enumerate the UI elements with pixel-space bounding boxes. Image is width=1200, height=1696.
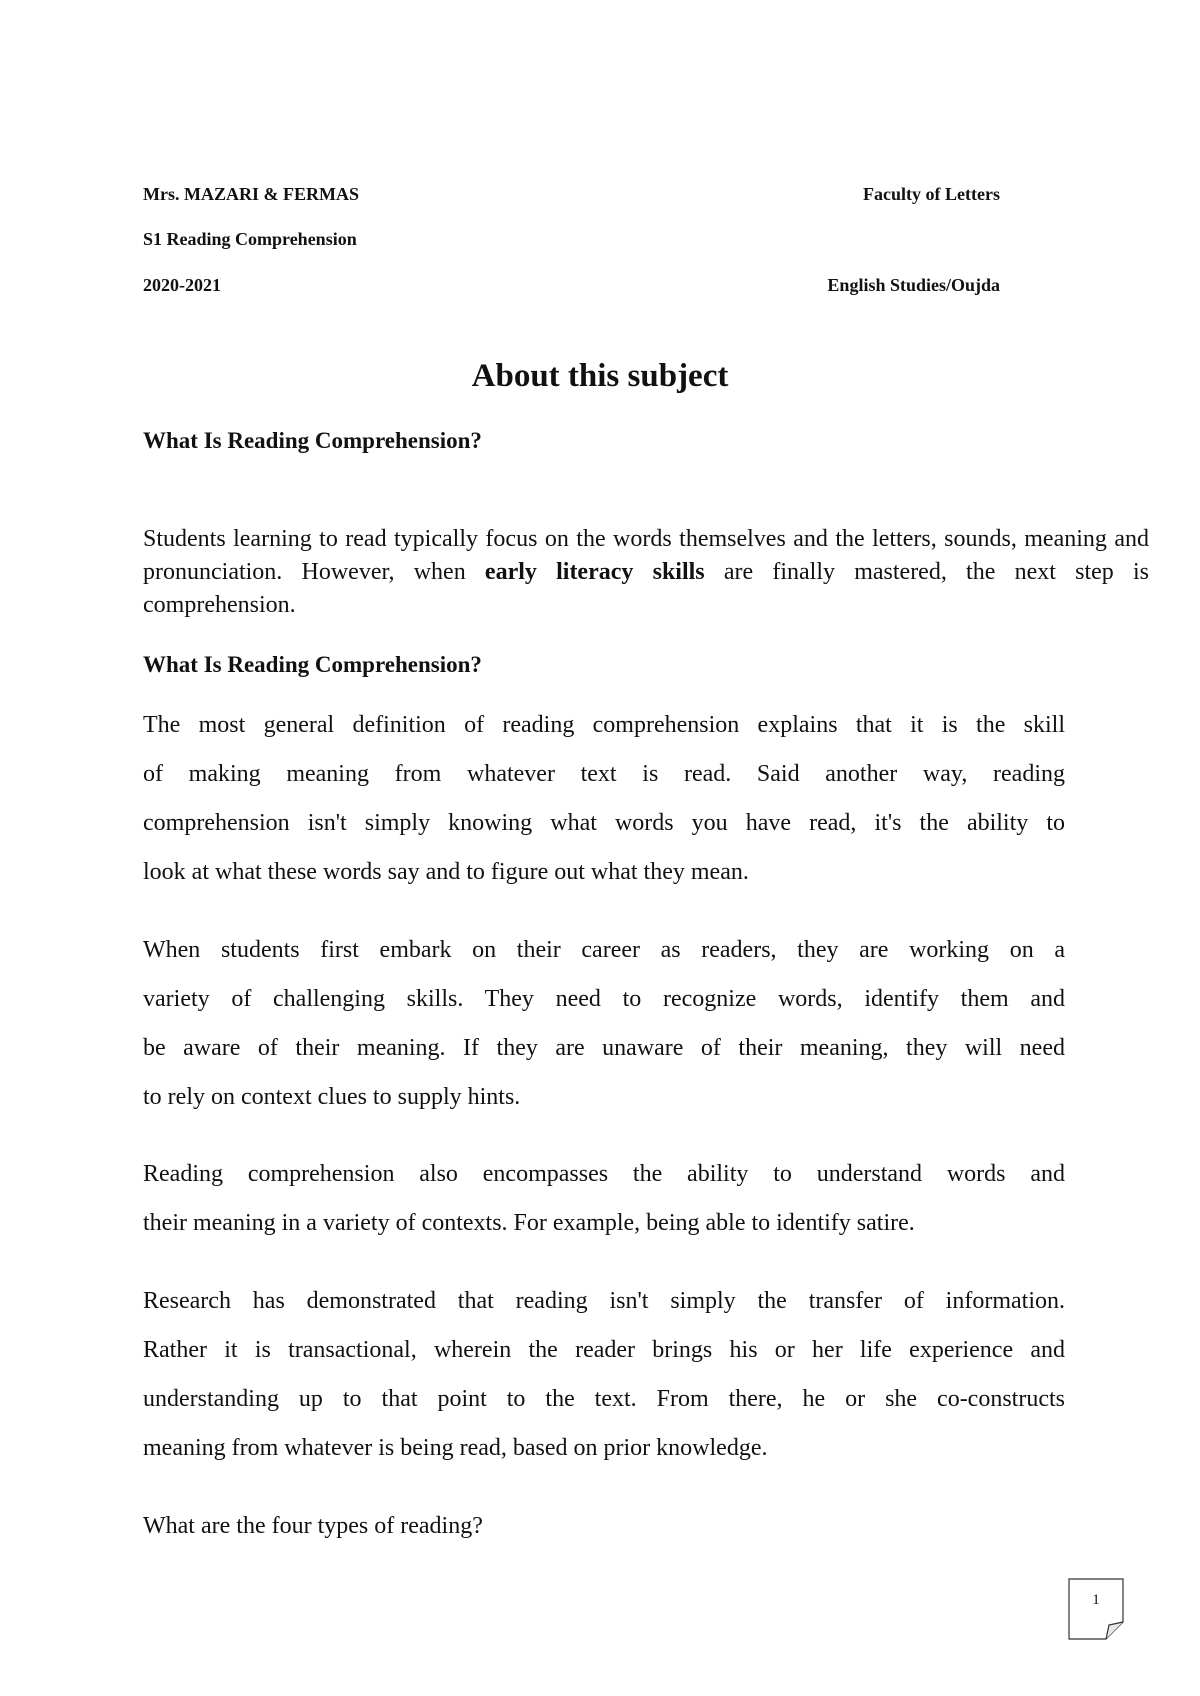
header-faculty: Faculty of Letters xyxy=(863,184,1000,204)
section-heading-2: What Is Reading Comprehension? xyxy=(143,652,482,677)
paragraph-4-line-4: meaning from whatever is being read, based on prior knowledge. xyxy=(143,1435,768,1461)
paragraph-3-line-1: Reading comprehension also encompasses the ability to understand words and xyxy=(143,1161,1065,1187)
paragraph-1-line-2: of making meaning from whatever text is read. Said another way, reading xyxy=(143,761,1065,787)
paragraph-2-line-2: variety of challenging skills. They need to recognize words, identify them and xyxy=(143,986,1065,1012)
page-number: 1 xyxy=(1092,1592,1100,1608)
paragraph-2-line-3: be aware of their meaning. If they are unaware of their meaning, they will need xyxy=(143,1035,1065,1061)
paragraph-5-line-1: What are the four types of reading? xyxy=(143,1513,483,1539)
paragraph-4-line-1: Research has demonstrated that reading isn't simply the transfer of information. xyxy=(143,1288,1065,1314)
paragraph-2-line-1: When students first embark on their career as readers, they are working on a xyxy=(143,937,1065,963)
paragraph-1-line-4: look at what these words say and to figure out what they mean. xyxy=(143,859,749,885)
intro-text-start: Students learning to read typically focus on the words themselves and the letters, sounds, meaning and pronunciation. However, when xyxy=(143,526,1149,585)
folded-page-icon xyxy=(1068,1578,1124,1640)
header-course: S1 Reading Comprehension xyxy=(143,229,357,249)
header-author: Mrs. MAZARI & FERMAS xyxy=(143,184,359,204)
paragraph-3-line-2: their meaning in a variety of contexts. For example, being able to identify satire. xyxy=(143,1210,915,1236)
section-heading-1: What Is Reading Comprehension? xyxy=(143,428,482,453)
intro-text-end: are finally mastered, the next step is comprehension. xyxy=(143,559,1149,618)
intro-bold-term: early literacy skills xyxy=(484,559,705,585)
paragraph-4-line-2: Rather it is transactional, wherein the reader brings his or her life experience and xyxy=(143,1337,1065,1363)
intro-paragraph xyxy=(143,523,1149,622)
page-title: About this subject xyxy=(471,358,729,394)
paragraph-1-line-3: comprehension isn't simply knowing what words you have read, it's the ability to xyxy=(143,810,1065,836)
header-department: English Studies/Oujda xyxy=(827,275,1000,295)
paragraph-1-line-1: The most general definition of reading comprehension explains that it is the skill xyxy=(143,712,1065,738)
paragraph-2-line-4: to rely on context clues to supply hints. xyxy=(143,1084,521,1110)
header-year: 2020-2021 xyxy=(143,275,221,295)
page-number-box xyxy=(1068,1578,1124,1640)
paragraph-4-line-3: understanding up to that point to the text. From there, he or she co-constructs xyxy=(143,1386,1065,1412)
